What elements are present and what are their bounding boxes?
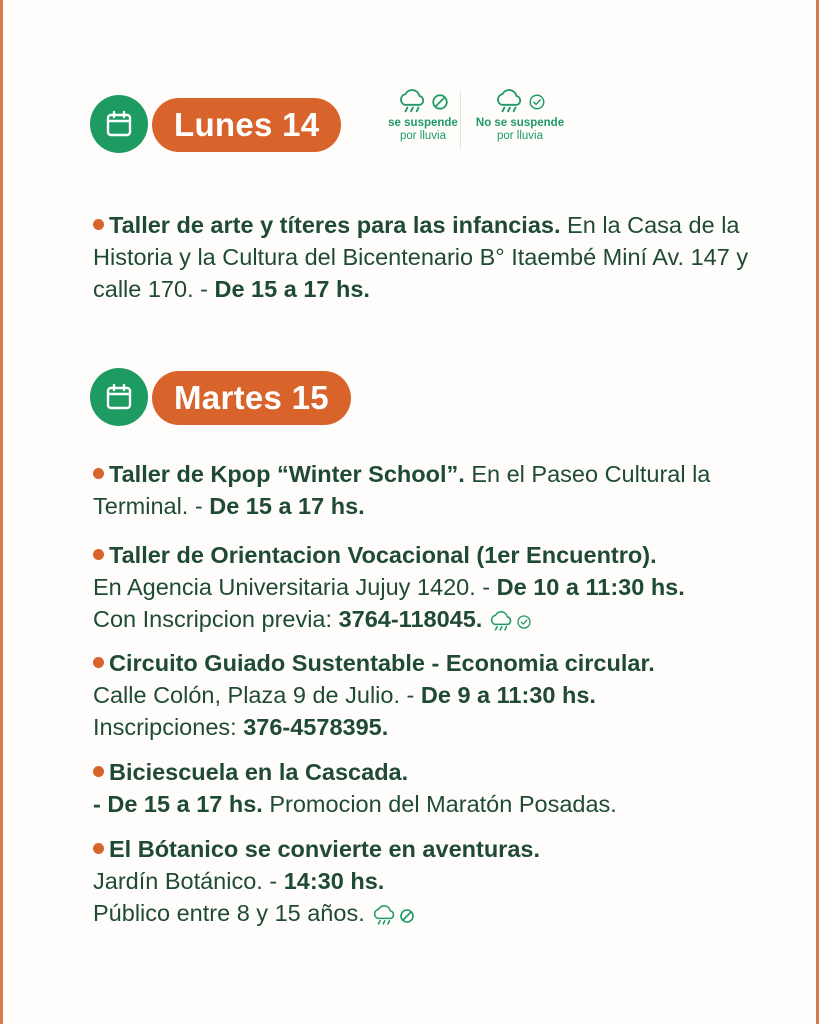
rain-cloud-icon [397, 89, 427, 115]
event-item [93, 458, 783, 522]
event-phone: 376-4578395. [243, 714, 389, 740]
event-time: De 15 a 17 hs. [209, 493, 365, 519]
bullet [93, 549, 104, 560]
event-item [93, 647, 783, 743]
rain-legend [378, 88, 578, 154]
legend-suspended-line2: por lluvia [399, 130, 447, 142]
event-item [93, 756, 783, 820]
legend-not-suspended-line2: por lluvia [496, 130, 544, 142]
event-detail: En el Paseo Cultural la Terminal. - [93, 461, 711, 519]
calendar-icon [90, 368, 148, 426]
check-circle-icon [528, 93, 546, 111]
prohibited-icon [431, 93, 449, 111]
legend-not-suspended-line1: No se suspende [475, 117, 565, 129]
bullet [93, 219, 104, 230]
day-header-martes [90, 368, 370, 428]
rain-status-suspended [371, 905, 415, 927]
day-label: Lunes 14 [152, 98, 341, 152]
legend-not-suspended [470, 88, 570, 143]
event-note: Público entre 8 y 15 años. [93, 900, 365, 926]
event-item [93, 209, 783, 305]
day-header-lunes [90, 95, 360, 155]
rain-status-not-suspended [488, 611, 532, 633]
legend-divider [460, 92, 461, 148]
rain-cloud-icon [488, 611, 514, 633]
event-detail: En Agencia Universitaria Jujuy 1420. - [93, 574, 497, 600]
event-phone: 3764-118045. [338, 606, 483, 632]
legend-suspended-line1: se suspende [388, 117, 458, 129]
day-label: Martes 15 [152, 371, 351, 425]
event-item [93, 833, 783, 929]
event-note: Inscripciones: [93, 714, 244, 740]
prohibited-icon [399, 908, 415, 924]
calendar-icon [90, 95, 148, 153]
legend-suspended [378, 88, 468, 143]
event-title: Taller de Kpop “Winter School”. [109, 461, 465, 487]
event-title: Taller de Orientacion Vocacional (1er Encuentro). [109, 542, 657, 568]
event-time: - De 15 a 17 hs. [93, 791, 263, 817]
bullet [93, 657, 104, 668]
event-time: De 10 a 11:30 hs. [496, 574, 685, 600]
event-title: Circuito Guiado Sustentable - Economia circular. [109, 650, 655, 676]
left-border [0, 0, 3, 1024]
event-title: Biciescuela en la Cascada. [109, 759, 409, 785]
event-time: De 15 a 17 hs. [214, 276, 370, 302]
check-circle-icon [516, 614, 532, 630]
event-item [93, 539, 783, 635]
bullet [93, 843, 104, 854]
event-detail: Calle Colón, Plaza 9 de Julio. - [93, 682, 421, 708]
event-detail: Promocion del Maratón Posadas. [262, 791, 617, 817]
bullet [93, 468, 104, 479]
event-note: Con Inscripcion previa: [93, 606, 339, 632]
event-title: El Bótanico se convierte en aventuras. [109, 836, 540, 862]
event-detail: Jardín Botánico. - [93, 868, 284, 894]
rain-cloud-icon [371, 905, 397, 927]
rain-cloud-icon [494, 89, 524, 115]
bullet [93, 766, 104, 777]
event-time: 14:30 hs. [283, 868, 385, 894]
event-time: De 9 a 11:30 hs. [420, 682, 596, 708]
event-detail: En la Casa de la Historia y la Cultura del Bicentenario B° Itaembé Miní Av. 147 y calle 170. - [93, 212, 749, 302]
event-title: Taller de arte y títeres para las infancias. [109, 212, 561, 238]
